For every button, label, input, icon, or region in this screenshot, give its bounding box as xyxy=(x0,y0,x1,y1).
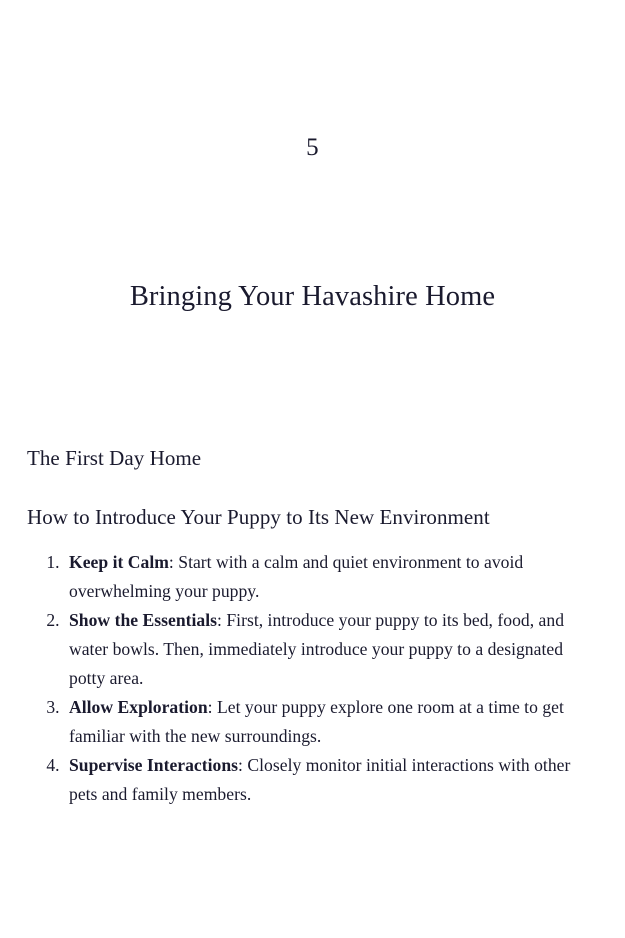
chapter-title: Bringing Your Havashire Home xyxy=(129,281,496,313)
list-item-body: First, introduce your puppy to its bed, food, and water bowls. Then, immediately introduce your puppy to a designated potty area. xyxy=(69,610,565,688)
list-item-separator: : xyxy=(168,552,174,572)
list-item-lead: Keep it Calm xyxy=(69,552,169,572)
page-content xyxy=(27,444,599,809)
list-item-body: Start with a calm and quiet environment to avoid overwhelming your puppy. xyxy=(69,552,524,601)
list-item-body: Closely monitor initial interactions with other pets and family members. xyxy=(69,755,571,804)
list-item-lead: Show the Essentials xyxy=(69,610,218,630)
list-item xyxy=(64,693,599,751)
list-item-lead: Allow Exploration xyxy=(69,697,208,717)
intro-steps-list xyxy=(27,548,599,809)
list-item xyxy=(64,548,599,606)
list-item-separator: : xyxy=(238,755,243,775)
list-item-separator: : xyxy=(207,697,213,717)
list-item-lead: Supervise Interactions xyxy=(69,755,239,775)
list-item-separator: : xyxy=(217,610,222,630)
section-heading-first-day-home: The First Day Home xyxy=(27,446,202,470)
section-heading-how-to-introduce: How to Introduce Your Puppy to Its New Environment xyxy=(27,505,490,529)
chapter-number: 5 xyxy=(306,134,319,161)
list-item xyxy=(64,606,599,693)
list-item xyxy=(64,751,599,809)
list-item-body: Let your puppy explore one room at a time to get familiar with the new surroundings. xyxy=(69,697,564,746)
